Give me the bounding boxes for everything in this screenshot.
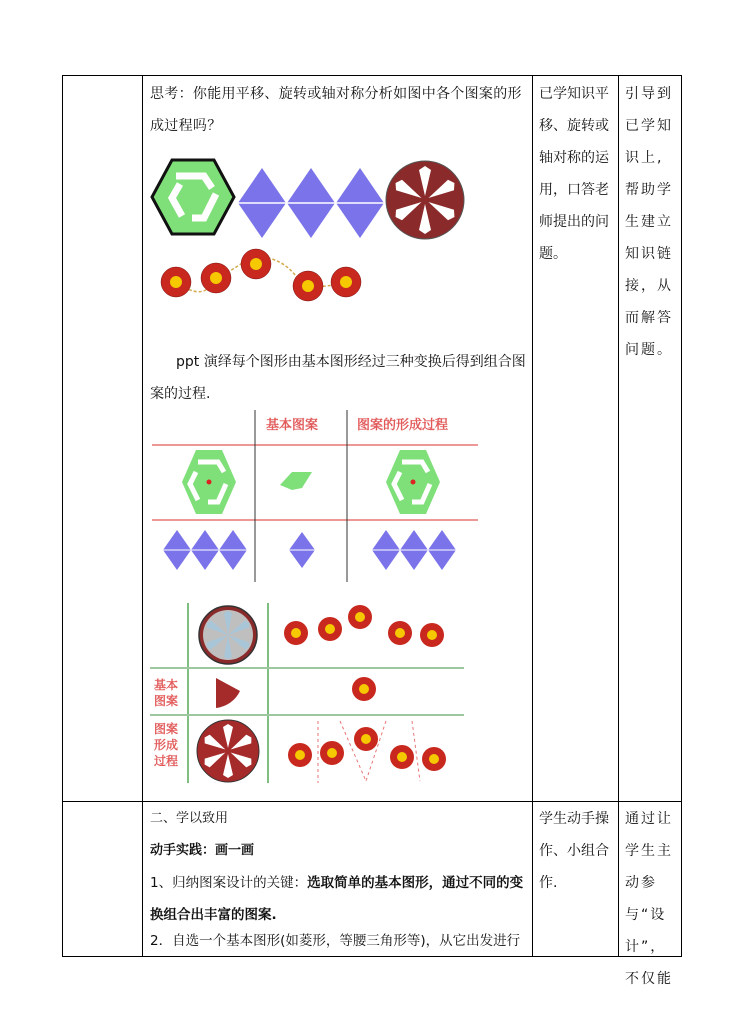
green-hexagon-figure bbox=[152, 158, 234, 236]
table1-header-basic: 基本图案 bbox=[266, 418, 319, 433]
section-heading: 二、学以致用 bbox=[150, 811, 229, 826]
table2-label-basic: 基本 图案 bbox=[154, 678, 179, 708]
section-subheading: 动手实践：画一画 bbox=[150, 843, 255, 858]
table1-header-process: 图案的形成过程 bbox=[357, 418, 449, 433]
teaching-intent-1: 引导到已学知识上,帮助学生建立知识链接，从而解答问题。 bbox=[625, 86, 673, 358]
table2-label-process: 图案 形成 过程 bbox=[154, 722, 179, 768]
pattern-table-2 bbox=[150, 603, 470, 788]
table-row-divider bbox=[62, 801, 682, 802]
paragraph-1-bold: 选取简单的基本图形，通过不同的变换组合出丰富的图案. bbox=[150, 875, 524, 923]
student-activity-2: 学生动手操作、小组合作. bbox=[539, 811, 609, 891]
red-snowflake-circle bbox=[385, 160, 465, 240]
question-text: 思考：你能用平移、旋转或轴对称分析如图中各个图案的形成过程吗？ bbox=[150, 86, 522, 134]
paragraph-1 bbox=[150, 867, 530, 931]
paragraph-1-lead: 1、归纳图案设计的关键： bbox=[150, 875, 308, 891]
pattern-table-1 bbox=[152, 410, 482, 585]
table-col-line-5 bbox=[681, 75, 682, 957]
student-activity-1: 已学知识平移、旋转或轴对称的运用，口答老师提出的问题。 bbox=[539, 86, 609, 262]
lantern-string-figure bbox=[158, 252, 368, 312]
table-col-line-3 bbox=[532, 75, 533, 957]
table-col-line-4 bbox=[618, 75, 619, 957]
table-col-line-1 bbox=[62, 75, 63, 957]
paragraph-2: 2．自选一个基本图形(如菱形，等腰三角形等)，从它出发进行 bbox=[150, 933, 521, 949]
blue-diamonds-figure bbox=[238, 168, 384, 238]
table-col-line-2 bbox=[142, 75, 143, 957]
teaching-intent-2: 通过让学生主动参与“设计”，不仅能 bbox=[625, 811, 673, 987]
ppt-note-text: ppt 演绎每个图形由基本图形经过三种变换后得到组合图案的过程. bbox=[150, 354, 526, 402]
table-top-border bbox=[62, 75, 682, 76]
